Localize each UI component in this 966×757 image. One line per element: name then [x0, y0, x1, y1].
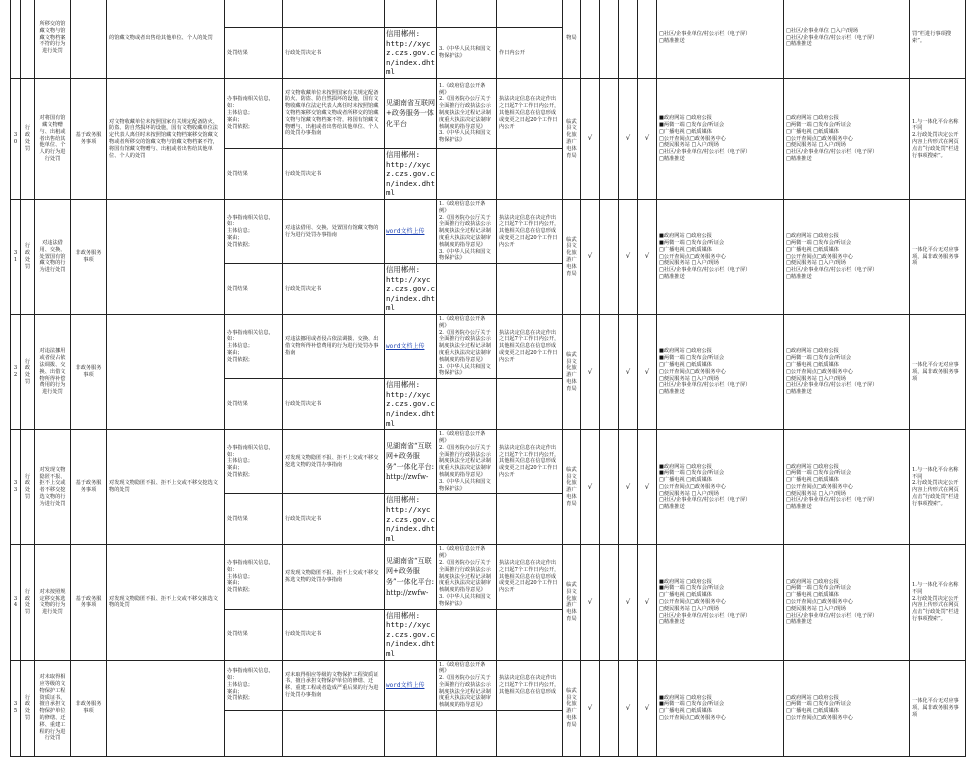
disclosure-media: ■政府网站 □政府公报 ■两微一端 □发布会/听证会 □广播电视 □纸质媒体 □公开查阅点□政务服务中心 □便民服务站 □入户/现场 □社区/企事业单位/村公示栏（电子屏） □精准推送 — [657, 545, 784, 660]
credit-channel-url: 信用郴州: http://xycz.czs.gov.cn/index.dhtml — [385, 28, 437, 79]
disclosure-channel — [385, 0, 437, 28]
guide-document — [283, 0, 385, 28]
disclosure-content-result: 处罚结果 — [225, 379, 283, 430]
check-mark — [600, 199, 619, 314]
disclosure-channel — [385, 199, 437, 263]
word-upload-link[interactable]: word文档上传 — [386, 343, 425, 351]
check-mark: √ — [638, 78, 657, 199]
remark: 罚”栏进行事项搜索”。 — [910, 0, 966, 78]
check-mark: √ — [581, 430, 600, 545]
disclosure-basis-cont: 3.《中华人民共和国文物保护法》 — [437, 28, 497, 79]
penalty-item: 对发现文物隐匿不报、拒不上交或者不移交挖选文物的行为进行处罚 — [35, 430, 71, 545]
row-number: 32 — [11, 315, 21, 430]
result-document — [283, 711, 385, 757]
secondary-media: □政府网站 □政府公报 □两微一端 □发布会/听证会 □广播电视 □纸质媒体 □公开查阅点□政务服务中心 □便民服务站 □入户/现场 □社区/企事业单位/村公示栏（电子屏） □精准推送 — [784, 78, 910, 199]
penalty-item: 对违法挪用或者侵占依法调拨、交换、出借文物所得补偿费用的行为进行处罚 — [35, 315, 71, 430]
remark: 一体化平台无对应事项，属非政务服务事项 — [910, 315, 966, 430]
row-number: 31 — [11, 199, 21, 314]
credit-channel-url: 信用郴州: http://xycz.czs.gov.cn/index.dhtml — [385, 609, 437, 660]
penalty-basis: 对发现文物隐匿不报、拒不上交或不移交拣选文物的处罚 — [107, 545, 225, 660]
check-mark — [638, 0, 657, 78]
remark: 1.与一体化平台名称不同 2.行政处罚决定公开内容上传形式在网页点击“行政处罚”栏进行事项搜索”。 — [910, 430, 966, 545]
result-document: 行政处罚决定书 — [283, 148, 385, 199]
remark: 一体化平台无对应事项，属非政务服务事项 — [910, 199, 966, 314]
disclosure-content: 办事指南相关信息，如： 主体信息； 案由； 处罚依据； — [225, 545, 283, 609]
disclosure-content-result: 处罚结果 — [225, 494, 283, 545]
disclosure-time: 执法决定信息在决定作出之日起7个工作日内公开，其他相关信息在信息形成或变更之日起20个工作日内公开 — [497, 78, 563, 148]
guide-document: 对未取得相应等级的文物保护工程资质证书，擅自承担文物保护单位的修缮、迁移、重建工程或者造成严重后果的行为进行处罚办事指南 — [283, 660, 385, 711]
table-row — [11, 199, 966, 263]
table-row — [11, 0, 966, 28]
disclosure-basis-cont — [437, 609, 497, 660]
responsible-org: 临武县文化旅游广电体育局 — [563, 545, 581, 660]
service-scope: 基于政务服务事项 — [71, 78, 107, 199]
disclosure-time-cont: 作日内公开 — [497, 28, 563, 79]
disclosure-basis: 1.《政府信息公开条例》 2.《国务院办公厅关于全面推行行政执法公示制度执法全过程记录制度重大执法决定法制审核制度的指导意见》 3.《中华人民共和国文物保护法》 — [437, 545, 497, 609]
check-mark: √ — [581, 545, 600, 660]
result-document: 行政处罚决定书 — [283, 28, 385, 79]
result-document: 行政处罚决定书 — [283, 609, 385, 660]
guide-document: 对违法挪用或者侵占依法调拨、交换、出借文物所得补偿费用的行为进行处罚办事指南 — [283, 315, 385, 379]
check-mark — [581, 0, 600, 78]
responsible-org: 临武县文化旅游广电体育局 — [563, 199, 581, 314]
service-scope: 非政务服务事项 — [71, 660, 107, 757]
check-mark: √ — [638, 199, 657, 314]
disclosure-time: 执法决定信息在决定作出之日起7个工作日内公开，其他相关信息在信息形成 — [497, 660, 563, 711]
secondary-media: □政府网站 □政府公报 □两微一端 □发布会/听证会 □广播电视 □纸质媒体 □公开查阅点□政务服务中心 □便民服务站 □入户/现场 □社区/企事业单位/村公示栏（电子屏） □精准推送 — [784, 545, 910, 660]
penalty-basis: 对文物收藏单位未按照国家有关规定配备防火、防盗、防自然损坏的设施，国有文物收藏单位法定代表人离任时未按照馆藏文物档案移交馆藏文物或者所移交的馆藏文物与馆藏文物档案不符，将国有馆藏文物赠与、出租或者出售给其他单位、个人的处罚 — [107, 78, 225, 199]
penalty-type — [21, 0, 35, 78]
penalty-item: 对未取得相应等级的文物保护工程资质证书，擅自承担文物保护单位的修缮、迁移、重建工程的行为进行处罚 — [35, 660, 71, 757]
table-row — [11, 660, 966, 711]
disclosure-time: 执法决定信息在决定作出之日起7个工作日内公开，其他相关信息在信息形成或变更之日起20个工作日内公开 — [497, 315, 563, 379]
penalty-item: 所移交的馆藏文物与馆藏文物档案不符的行为进行处罚 — [35, 0, 71, 78]
disclosure-time-cont — [497, 264, 563, 315]
service-scope: 基于政务服务事项 — [71, 430, 107, 545]
disclosure-time-cont — [497, 148, 563, 199]
disclosure-time — [497, 0, 563, 28]
secondary-media: □社区/企事业单位 □入户/现场 □社区/企事业单位/村公示栏（电子屏） □精准推送 — [784, 0, 910, 78]
result-document: 行政处罚决定书 — [283, 494, 385, 545]
disclosure-content: 办事指南相关信息，如： 主体信息； 案由； 处罚依据； — [225, 78, 283, 148]
credit-channel-url: 信用郴州: http://xycz.czs.gov.cn/index.dhtml — [385, 264, 437, 315]
disclosure-time: 执法决定信息在决定作出之日起7个工作日内公开，其他相关信息在信息形成或变更之日起20个工作日内公开 — [497, 430, 563, 494]
check-mark: √ — [619, 545, 638, 660]
check-mark: √ — [619, 78, 638, 199]
disclosure-media: ■政府网站 □政府公报 ■两微一端 □发布会/听证会 □广播电视 □纸质媒体 □公开查阅点□政务服务中心 □便民服务站 □入户/现场 □社区/企事业单位/村公示栏（电子屏） □精准推送 — [657, 199, 784, 314]
disclosure-basis — [437, 0, 497, 28]
service-scope: 非政务服务事项 — [71, 199, 107, 314]
disclosure-content-result — [225, 711, 283, 757]
remark: 1.与一体化平台名称不同 2.行政处罚决定公开内容上传形式在网页点击“行政处罚”栏进行事项搜索”。 — [910, 78, 966, 199]
table-row — [11, 315, 966, 379]
penalty-item: 对违法借用、交换、处置国有馆藏文物的行为进行处罚 — [35, 199, 71, 314]
guide-document: 对发现文物隐匿不报、拒不上交或不移交挖选文物的处罚办事指南 — [283, 430, 385, 494]
disclosure-time-cont — [497, 711, 563, 757]
disclosure-basis-cont — [437, 379, 497, 430]
check-mark: √ — [638, 660, 657, 757]
penalty-basis — [107, 660, 225, 757]
disclosure-basis-cont — [437, 711, 497, 757]
credit-channel-url: 信用郴州: http://xycz.czs.gov.cn/index.dhtml — [385, 494, 437, 545]
word-upload-link[interactable]: word文档上传 — [386, 681, 425, 689]
remark: 一体化平台无对应事项，属非政务服务事项 — [910, 660, 966, 757]
responsible-org: 临武县文化旅游广电体育局 — [563, 315, 581, 430]
disclosure-basis: 1.《政府信息公开条例》 2.《国务院办公厅关于全面推行行政执法公示制度执法全过程记录制度重大执法决定法制审核制度的指导意见》 3.《中华人民共和国文物保护法》 — [437, 315, 497, 379]
guide-document: 对文物收藏单位未按照国家有关规定配备防火、防盗、防自然损坏的设施，国有文物收藏单位法定代表人离任时未按照馆藏文物档案移交馆藏文物或者所移交的馆藏文物与馆藏文物档案不符，将国有馆藏文物赠与、出租或者出售给其他单位、个人的处罚办事指南 — [283, 78, 385, 148]
disclosure-table — [10, 0, 966, 757]
table-row — [11, 545, 966, 609]
credit-channel-url — [385, 711, 437, 757]
responsible-org: 临武县文化旅游广电体育局 — [563, 430, 581, 545]
penalty-basis — [107, 199, 225, 314]
row-number: 34 — [11, 545, 21, 660]
disclosure-media: □社区/企事业单位/村公示栏（电子屏） □精准推送 — [657, 0, 784, 78]
disclosure-content-result: 处罚结果 — [225, 28, 283, 79]
disclosure-content: 办事指南相关信息，如： 主体信息； 案由； 处罚依据； — [225, 199, 283, 263]
disclosure-channel — [385, 78, 437, 148]
check-mark: √ — [638, 315, 657, 430]
check-mark — [600, 78, 619, 199]
table-row — [11, 78, 966, 148]
result-document: 行政处罚决定书 — [283, 264, 385, 315]
disclosure-basis-cont — [437, 148, 497, 199]
service-scope: 非政务服务事项 — [71, 315, 107, 430]
penalty-type: 行政处罚 — [21, 199, 35, 314]
disclosure-content — [225, 0, 283, 28]
disclosure-basis: 1.《政府信息公开条例》 2.《国务院办公厅关于全面推行行政执法公示制度执法全过程记录制度重大执法决定法制审核制度的指导意见》 3.《中华人民共和国文物保护法》 — [437, 199, 497, 263]
check-mark — [600, 545, 619, 660]
row-number: 30 — [11, 78, 21, 199]
responsible-org: 临武县文化旅游广电体育局 — [563, 78, 581, 199]
check-mark: √ — [619, 199, 638, 314]
check-mark: √ — [619, 660, 638, 757]
disclosure-media: ■政府网站 □政府公报 ■两微一端 □发布会/听证会 □广播电视 □纸质媒体 □公开查阅点□政务服务中心 □便民服务站 □入户/现场 □社区/企事业单位/村公示栏（电子屏） □精准推送 — [657, 315, 784, 430]
penalty-basis: 的馆藏文物或者出售给其他单位、个人的处罚 — [107, 0, 225, 78]
disclosure-basis: 1.《政府信息公开条例》 2.《国务院办公厅关于全面推行行政执法公示制度执法全过程记录制度重大执法决定法制审核制度的指导意见》 3.《中华人民共和国文物保护法》 — [437, 430, 497, 494]
result-document: 行政处罚决定书 — [283, 379, 385, 430]
disclosure-content-result: 处罚结果 — [225, 148, 283, 199]
disclosure-basis: 1.《政府信息公开条例》 2.《国务院办公厅关于全面推行行政执法公示制度执法全过程记录制度重大执法决定法制审核制度的指导意见》 3.《中华人民共和国文物保护法》 — [437, 78, 497, 148]
word-upload-link[interactable]: word文档上传 — [386, 228, 425, 236]
row-number: 35 — [11, 660, 21, 757]
disclosure-time: 执法决定信息在决定作出之日起7个工作日内公开，其他相关信息在信息形成或变更之日起20个工作日内公开 — [497, 199, 563, 263]
disclosure-time-cont — [497, 494, 563, 545]
check-mark: √ — [638, 545, 657, 660]
check-mark: √ — [581, 78, 600, 199]
secondary-media: □政府网站 □政府公报 □两微一端 □发布会/听证会 □广播电视 □纸质媒体 □公开查阅点□政务服务中心 □便民服务站 □入户/现场 □社区/企事业单位/村公示栏（电子屏） □精准推送 — [784, 199, 910, 314]
credit-channel-url: 信用郴州: http://xycz.czs.gov.cn/index.dhtml — [385, 148, 437, 199]
penalty-type: 行政处罚 — [21, 660, 35, 757]
penalty-item: 对将国有馆藏文物赠与、出租或者出售给其他单位、个人的行为进行处罚 — [35, 78, 71, 199]
check-mark — [600, 430, 619, 545]
guide-document: 对发现文物隐匿不报、拒不上交或不移交拣选文物的处罚办事指南 — [283, 545, 385, 609]
penalty-type: 行政处罚 — [21, 315, 35, 430]
service-scope: 基于政务服务事项 — [71, 545, 107, 660]
credit-channel-url: 信用郴州: http://xycz.czs.gov.cn/index.dhtml — [385, 379, 437, 430]
disclosure-time-cont — [497, 379, 563, 430]
check-mark: √ — [581, 199, 600, 314]
disclosure-content-result: 处罚结果 — [225, 264, 283, 315]
disclosure-channel — [385, 430, 437, 494]
disclosure-time-cont — [497, 609, 563, 660]
check-mark: √ — [581, 660, 600, 757]
check-mark: √ — [638, 430, 657, 545]
penalty-type: 行政处罚 — [21, 545, 35, 660]
penalty-basis — [107, 315, 225, 430]
secondary-media: □政府网站 □政府公报 □两微一端 □发布会/听证会 □广播电视 □纸质媒体 □公开查阅点□政务服务中心 □便民服务站 □入户/现场 □社区/企事业单位/村公示栏（电子屏） □精准推送 — [784, 430, 910, 545]
remark: 1.与一体化平台名称不同 2.行政处罚决定公开内容上传形式在网页点击“行政处罚”栏进行事项搜索”。 — [910, 545, 966, 660]
channel-text: 见湖南省互联网+政务服务一体化平台 — [386, 98, 435, 128]
disclosure-channel — [385, 315, 437, 379]
disclosure-content: 办事指南相关信息，如： 主体信息； 案由； 处罚依据； — [225, 315, 283, 379]
check-mark: √ — [619, 315, 638, 430]
disclosure-content: 办事指南相关信息，如： 主体信息； 案由； 处罚依据； — [225, 430, 283, 494]
check-mark: √ — [619, 430, 638, 545]
penalty-item: 对未按照规定移交拣选文物的行为进行处罚 — [35, 545, 71, 660]
disclosure-basis-cont — [437, 494, 497, 545]
row-number: 33 — [11, 430, 21, 545]
responsible-org: 临武县文化旅游广电体育局 — [563, 660, 581, 757]
table-row — [11, 430, 966, 494]
service-scope — [71, 0, 107, 78]
penalty-type: 行政处罚 — [21, 78, 35, 199]
row-number — [11, 0, 21, 78]
disclosure-basis-cont — [437, 264, 497, 315]
check-mark — [600, 315, 619, 430]
check-mark: √ — [581, 315, 600, 430]
penalty-basis: 对发现文物隐匿不报、拒不上交或不移交挖选文物的处罚 — [107, 430, 225, 545]
check-mark — [600, 0, 619, 78]
responsible-org: 物局 — [563, 0, 581, 78]
disclosure-content: 办事指南相关信息，如： 主体信息； 案由； 处罚依据； — [225, 660, 283, 711]
disclosure-basis: 1.《政府信息公开条例》 2.《国务院办公厅关于全面推行行政执法公示制度执法全过程记录制度重大执法决定法制审核制度的指导意见》 — [437, 660, 497, 711]
check-mark — [619, 0, 638, 78]
disclosure-media: ■政府网站 □政府公报 ■两微一端 □发布会/听证会 □广播电视 □纸质媒体 □公开查阅点□政务服务中心 — [657, 660, 784, 757]
check-mark — [600, 660, 619, 757]
secondary-media: □政府网站 □政府公报 □两微一端 □发布会/听证会 □广播电视 □纸质媒体 □公开查阅点□政务服务中心 □便民服务站 □入户/现场 □社区/企事业单位/村公示栏（电子屏） □精准推送 — [784, 315, 910, 430]
channel-text: 见湖南省“互联网+政务服务”一体化平台: http://zwfw- — [386, 441, 434, 482]
guide-document: 对违法借用、交换、处置国有馆藏文物的行为进行处罚办事指南 — [283, 199, 385, 263]
secondary-media: □政府网站 □政府公报 □两微一端 □发布会/听证会 □广播电视 □纸质媒体 □公开查阅点□政务服务中心 — [784, 660, 910, 757]
channel-text: 见湖南省“互联网+政务服务”一体化平台: http://zwfw- — [386, 556, 434, 597]
disclosure-channel — [385, 545, 437, 609]
penalty-type: 行政处罚 — [21, 430, 35, 545]
disclosure-content-result: 处罚结果 — [225, 609, 283, 660]
disclosure-media: ■政府网站 □政府公报 ■两微一端 □发布会/听证会 □广播电视 □纸质媒体 □公开查阅点□政务服务中心 □便民服务站 □入户/现场 □社区/企事业单位/村公示栏（电子屏） □精准推送 — [657, 430, 784, 545]
disclosure-media: ■政府网站 □政府公报 ■两微一端 □发布会/听证会 □广播电视 □纸质媒体 □公开查阅点□政务服务中心 □便民服务站 □入户/现场 □社区/企事业单位/村公示栏（电子屏） □精准推送 — [657, 78, 784, 199]
disclosure-channel — [385, 660, 437, 711]
disclosure-time: 执法决定信息在决定作出之日起7个工作日内公开，其他相关信息在信息形成或变更之日起20个工作日内公开 — [497, 545, 563, 609]
